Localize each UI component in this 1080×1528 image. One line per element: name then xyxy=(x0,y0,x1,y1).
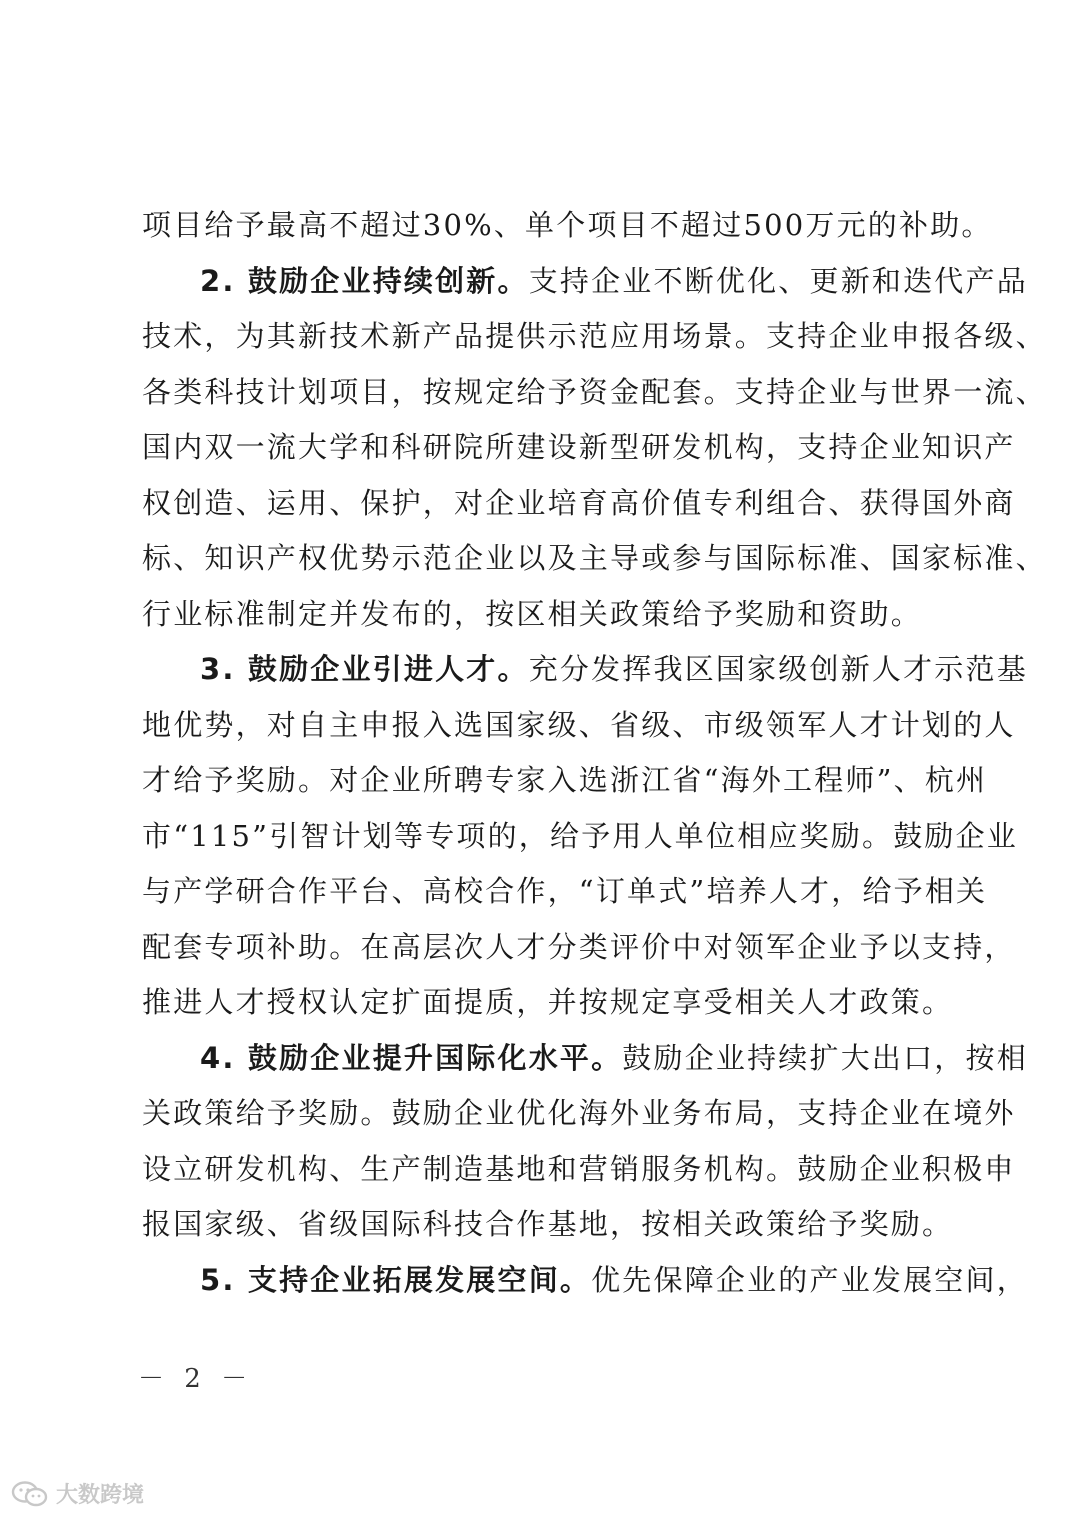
text-line xyxy=(142,1086,1016,1142)
text-span: 推进人才授权认定扩面提质，并按规定享受相关人才政策。 xyxy=(142,985,954,1019)
text-line xyxy=(142,587,942,643)
text-line xyxy=(142,531,1047,587)
text-span: 标、知识产权优势示范企业以及主导或参与国际标准、国家标准、 xyxy=(142,541,1047,575)
text-line xyxy=(142,1142,1016,1198)
text-span: 关政策给予奖励。鼓励企业优化海外业务布局，支持企业在境外 xyxy=(142,1096,1016,1130)
text-span: 配套专项补助。在高层次人才分类评价中对领军企业予以支持， xyxy=(142,929,1016,964)
paragraph-4-heading: 4. 鼓励企业提升国际化水平。 xyxy=(200,1040,623,1075)
text-span: 地优势，对自主申报入选国家级、省级、市级领军人才计划的人 xyxy=(142,707,1016,742)
text-span: 权创造、运用、保护，对企业培育高价值专利组合、获得国外商 xyxy=(142,485,1016,520)
paragraph-5-heading: 5. 支持企业拓展发展空间。 xyxy=(200,1262,592,1297)
text-span: 市“115”引智计划等专项的，给予用人单位相应奖励。鼓励企业 xyxy=(142,818,1019,853)
text-span: 充分发挥我区国家级创新人才示范基 xyxy=(528,652,1028,686)
text-span: 设立研发机构、生产制造基地和营销服务机构。鼓励企业积极申 xyxy=(142,1151,1016,1186)
text-span: 报国家级、省级国际科技合作基地，按相关政策给予奖励。 xyxy=(142,1207,954,1241)
text-line xyxy=(142,698,1016,754)
text-line xyxy=(142,975,954,1031)
text-span: 国内双一流大学和科研院所建设新型研发机构，支持企业知识产 xyxy=(142,430,1016,464)
paragraph-4-first-line xyxy=(142,1031,1028,1087)
text-line xyxy=(142,476,1016,532)
text-span: 与产学研合作平台、高校合作，“订单式”培养人才，给予相关 xyxy=(142,874,988,908)
text-line xyxy=(142,309,1047,365)
page-number: － 2 － xyxy=(138,1364,254,1394)
text-span: 项目给予最高不超过30%、单个项目不超过500万元的补助。 xyxy=(142,208,993,242)
watermark xyxy=(10,1478,144,1509)
text-line xyxy=(142,420,1016,476)
text-line xyxy=(142,365,1047,421)
text-line xyxy=(142,198,993,254)
text-line xyxy=(142,920,1016,976)
text-span: 各类科技计划项目，按规定给予资金配套。支持企业与世界一流、 xyxy=(142,374,1047,409)
text-line xyxy=(142,1197,954,1253)
text-line xyxy=(142,753,988,809)
text-span: 才给予奖励。对企业所聘专家入选浙江省“海外工程师”、杭州 xyxy=(142,763,988,797)
text-line xyxy=(142,809,1019,865)
watermark-text: 大数跨境 xyxy=(56,1483,145,1508)
paragraph-3-heading: 3. 鼓励企业引进人才。 xyxy=(200,652,529,686)
wechat-bubble-icon xyxy=(10,1479,50,1509)
text-line xyxy=(142,864,988,920)
text-span: 支持企业不断优化、更新和迭代产品 xyxy=(528,263,1028,298)
text-span: 优先保障企业的产业发展空间， xyxy=(591,1262,1028,1297)
document-body xyxy=(142,198,1047,1308)
text-span: 行业标准制定并发布的，按区相关政策给予奖励和资助。 xyxy=(142,596,923,631)
paragraph-3-first-line xyxy=(142,642,1028,698)
paragraph-5-first-line xyxy=(142,1253,1028,1309)
paragraph-2-heading: 2. 鼓励企业持续创新。 xyxy=(200,263,529,298)
text-span: 鼓励企业持续扩大出口，按相 xyxy=(622,1040,1028,1075)
paragraph-2-first-line xyxy=(142,254,1028,310)
text-span: 技术，为其新技术新产品提供示范应用场景。支持企业申报各级、 xyxy=(142,319,1047,353)
